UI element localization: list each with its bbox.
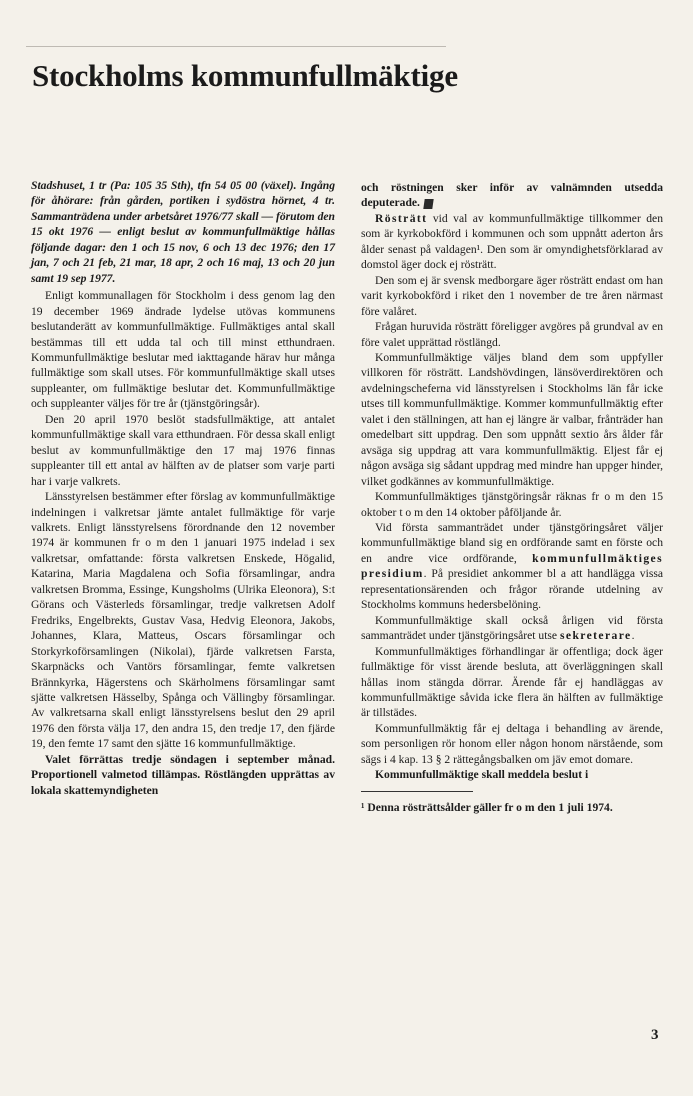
paragraph: Länsstyrelsen bestämmer efter förslag av kommunfullmäktige indelningen i valkretsar jämte antalet fullmäktige för varje valkrets. Enligt länsstyrelsens förordnande den 12 november 1974 är kommunen fr o m den 1 januari 1975 indelad i sex valkretsar, omfattande: första valkretsen Enskede, Högalid, Katarina, Maria Magdalena och Sofia församlingar, andra valkretsen Bromma, Essinge, Kungsholms (Ulrika Eleonora), S:t Görans och Västerleds församlingar, tredje valkretsen Adolf Fredriks, Engelbrekts, Gustav Vasa, Hedvig Eleonora, Jakobs, Johannes, Klara, Matteus, Oscars församlingar och Storkyrkoförsamlingen (Nikolai), fjärde valkretsen Farsta, Skarpnäcks och Vantörs församlingar, femte valkretsen Brännkyrka, Hägerstens och Skärholmens församlingar samt sjätte valkretsen Hässelby, Spånga och Vällingby församlingar. Av valkretsarna skall enligt länsstyrelsens beslut den 29 april 1976 den första välja 17, den andra 15, den tredje 17, den fjärde 19, den femte 17 samt den sjätte 16 kommunfullmäktige. — [31, 490, 335, 751]
paragraph-text: Vid första sammanträdet under tjänstgöringsåret väljer kommunfullmäktige bland sig en ordförande samt en förste och en andre vice ordförande, — [361, 520, 663, 565]
footnote: ¹ Denna rösträttsålder gäller fr o m den 1 juli 1974. — [361, 800, 613, 814]
paragraph — [361, 211, 663, 273]
paragraph: Frågan huruvida rösträtt föreligger avgöres på grundval av en före valet upprättad röstlängd. — [361, 320, 663, 349]
term-rostratt: Rösträtt — [375, 211, 428, 225]
paragraph-text: . — [631, 629, 635, 643]
top-rule — [26, 46, 446, 47]
paragraph — [361, 613, 663, 644]
paragraph: Den som ej är svensk medborgare äger rösträtt endast om han varit kyrkobokförd i riket den 1 november de tre åren närmast före valåret. — [361, 273, 663, 318]
footnote-rule — [361, 791, 473, 792]
ink-mark-icon — [423, 199, 433, 209]
term-presidium: kommunfullmäktiges presidium — [361, 551, 663, 581]
page-title: Stockholms kommunfullmäktige — [32, 58, 458, 93]
paragraph-text: och röstningen sker inför av valnämnden utsedda deputerade. — [361, 181, 663, 210]
paragraph-text: Kommunfullmäktige skall också årligen vid första sammanträdet under tjänstgöringsåret utse — [361, 613, 663, 643]
right-column — [361, 180, 663, 815]
paragraph: Kommunfullmäktig får ej deltaga i behandling av ärende, som personligen rör honom eller någon honom närstående, som sägs i 4 kap. 13 § 2 rättegångsbalken om jäv emot domare. — [361, 721, 663, 766]
paragraph: Kommunfullmäktiges tjänstgöringsår räknas fr o m den 15 oktober t o m den 14 oktober påföljande år. — [361, 490, 663, 519]
page-number: 3 — [651, 1027, 659, 1043]
term-sekreterare: sekreterare — [559, 629, 632, 643]
paragraph: Enligt kommunallagen för Stockholm i dess genom lag den 19 december 1969 ändrade lydelse utövas kommunens beslutanderätt av kommunfullmäktige. Fullmäktiges antal skall bestämmas till ett udda tal och till minst etthundraen. Kommunfullmäktige beslutar med iakttagande härav hur många fullmäktige som skall utses. För kommunfullmäktige skall utses suppleanter, om fullmäktige beslutar det. Kommunfullmäktige och suppleanter väljes för tre år (tjänstgöringsår). — [31, 289, 335, 411]
paragraph: Kommunfullmäktige väljes bland dem som uppfyller villkoren för rösträtt. Landshövdingen, länsöverdirektören och avdelningscheferna vid länsstyrelsen i Stockholms län får icke utses till kommunfullmäktige. Kommer kommunfullmäktig efter valet i den ställningen, att han ej längre är valbar, frånträder han omedelbart sitt uppdrag. Den som uppnått sextio års ålder får avsäga sig uppdrag att vara kommunfullmäktig. Eljest får ej någon avsäga sig sådant uppdrag med mindre han uppger hinder, vilket godkännes av kommunfullmäktige. — [361, 350, 663, 488]
paragraph — [361, 180, 663, 211]
paragraph: Kommunfullmäktiges förhandlingar är offentliga; dock äger fullmäktige för visst ärende besluta, att överläggningen skall hållas inom stängda dörrar. Ärende får ej handläggas av kommunfullmäktige såvida icke flera än hälften av fullmäktige är tillstädes. — [361, 644, 663, 720]
paragraph-text: vid val av kommunfullmäktige tillkommer den som är kyrkobokförd i kommunen och som uppnått aderton års ålder senast på valdagen¹. Den som är omyndighetsförklarad av domstol äger dock ej rösträtt. — [361, 211, 663, 272]
paragraph-text: . På presidiet ankommer bl a att handlägga vissa representationsärenden och frågor rörande utdelning av Stockholms kommuns hedersbelöning. — [361, 567, 663, 612]
meeting-info: Stadshuset, 1 tr (Pa: 105 35 Sth), tfn 54 05 00 (växel). Ingång för åhörare: från gården, portiken i sydöstra hörnet, 4 tr. Sammanträdena under arbetsåret 1976/77 skall — förutom den 15 okt 1976 — enligt beslut av kommunfullmäktige hållas följande dagar: den 1 och 15 nov, 6 och 13 dec 1976; den 17 jan, 7 och 21 feb, 21 mar, 18 apr, 2 och 16 maj, 13 och 20 jun samt 19 sep 1977. — [31, 179, 335, 285]
paragraph: Valet förrättas tredje söndagen i september månad. Proportionell valmetod tillämpas. Röstlängden upprättas av lokala skattemyndigheten — [31, 752, 335, 797]
left-column — [31, 178, 335, 798]
paragraph: Den 20 april 1970 beslöt stadsfullmäktige, att antalet kommunfullmäktige skall vara etthundraen. För dessa skall enligt beslut av kommunfullmäktige den 17 maj 1976 finnas suppleanter till ett antal av hälften av de platser som varje parti har i varje valkrets. — [31, 412, 335, 488]
paragraph: Kommunfullmäktige skall meddela beslut i — [375, 768, 589, 782]
paragraph — [361, 520, 663, 613]
